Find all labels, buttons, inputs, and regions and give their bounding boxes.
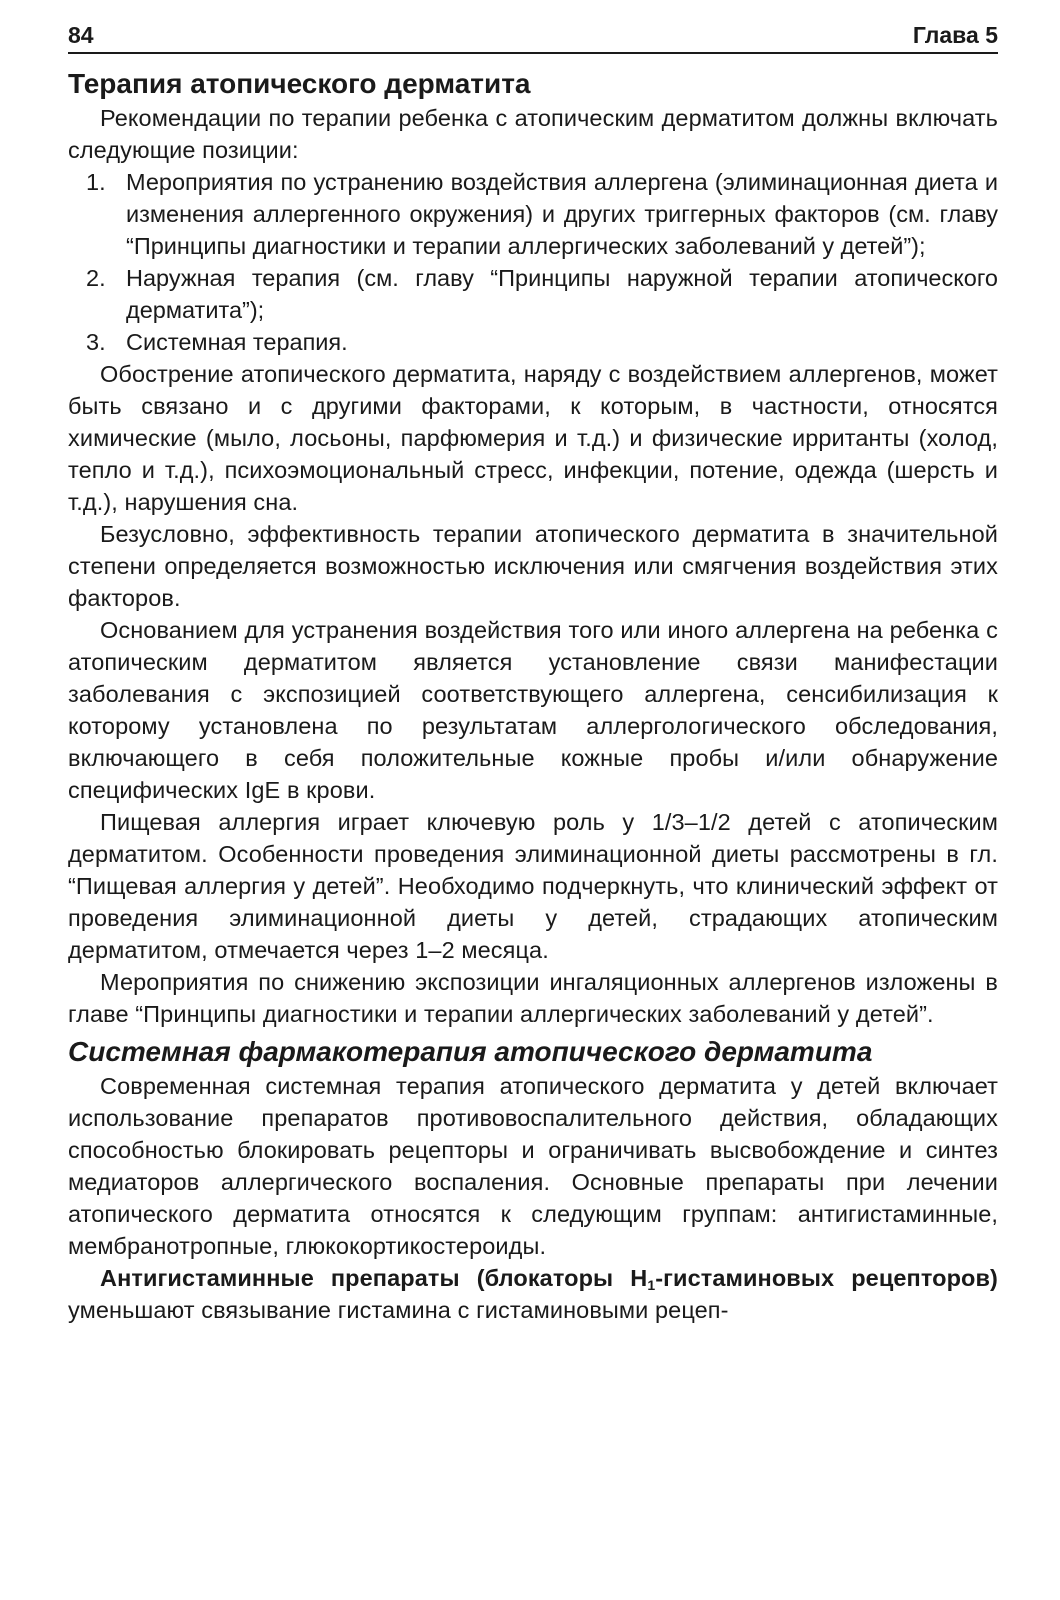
list-item (68, 326, 998, 358)
intro-paragraph: Рекомендации по терапии ребенка с атопическим дерматитом должны включать следующие позиции: (68, 105, 998, 163)
bold-term-part-a: Антигистаминные препараты (блокаторы H (100, 1265, 648, 1291)
section-title: Терапия атопического дерматита (68, 68, 531, 99)
paragraph-continuation: уменьшают связывание гистамина с гистаминовыми рецеп- (68, 1297, 729, 1323)
recommendations-list (68, 166, 998, 358)
page-number: 84 (68, 22, 94, 48)
body-paragraph: Обострение атопического дерматита, наряду с воздействием аллергенов, может быть связано и с другими факторами, к которым, в частности, относятся химические (мыло, лосьоны, парфюмерия и т.д.) и физические ирританты (холод, тепло и т.д.), психоэмоциональный стресс, инфекции, потение, одежда (шерсть и т.д.), нарушения сна. (68, 361, 998, 515)
list-item-number: 1. (86, 169, 106, 195)
body-paragraph-last (68, 1262, 998, 1326)
body-paragraph: Пищевая аллергия играет ключевую роль у 1/3–1/2 детей с атопическим дерматитом. Особенности проведения элиминационной диеты рассмотрены в гл. “Пищевая аллергия у детей”. Необходимо подчеркнуть, что клинический эффект от проведения элиминационной диеты у детей, страдающих атопическим дерматитом, отмечается через 1–2 месяца. (68, 809, 998, 963)
list-item-text: Системная терапия. (126, 329, 348, 355)
bold-term (100, 1265, 998, 1291)
chapter-label: Глава 5 (912, 22, 998, 48)
subsection-title: Системная фармакотерапия атопического дерматита (68, 1036, 873, 1067)
bold-term-part-b: -гистаминовых рецепторов) (655, 1265, 998, 1291)
list-item-text: Наружная терапия (см. главу “Принципы наружной терапии атопического дерматита”); (126, 265, 998, 323)
document-page (68, 18, 998, 1326)
body-paragraph: Современная системная терапия атопического дерматита у детей включает использование препаратов противовоспалительного действия, обладающих способностью блокировать рецепторы и ограничивать высвобождение и синтез медиаторов аллергического воспаления. Основные препараты при лечении атопического дерматита относятся к следующим группам: антигистаминные, мембранотропные, глюкокортикостероиды. (68, 1073, 998, 1259)
subscript-one: 1 (647, 1277, 656, 1293)
list-item-number: 2. (86, 265, 106, 291)
body-paragraph: Основанием для устранения воздействия того или иного аллергена на ребенка с атопическим дерматитом является установление связи манифестации заболевания с экспозицией соответствующего аллергена, сенсибилизация к которому установлена по результатам аллергологического обследования, включающего в себя положительные кожные пробы и/или обнаружение специфических IgE в крови. (68, 617, 998, 803)
body-paragraph: Мероприятия по снижению экспозиции ингаляционных аллергенов изложены в главе “Принципы диагностики и терапии аллергических заболеваний у детей”. (68, 969, 998, 1027)
list-item (68, 166, 998, 262)
body-paragraph: Безусловно, эффективность терапии атопического дерматита в значительной степени определяется возможностью исключения или смягчения воздействия этих факторов. (68, 521, 998, 611)
list-item-number: 3. (86, 329, 106, 355)
list-item-text: Мероприятия по устранению воздействия аллергена (элиминационная диета и изменения аллергенного окружения) и других триггерных факторов (см. главу “Принципы диагностики и терапии аллергических заболеваний у детей”); (126, 169, 998, 259)
page-header (68, 18, 998, 54)
list-item (68, 262, 998, 326)
